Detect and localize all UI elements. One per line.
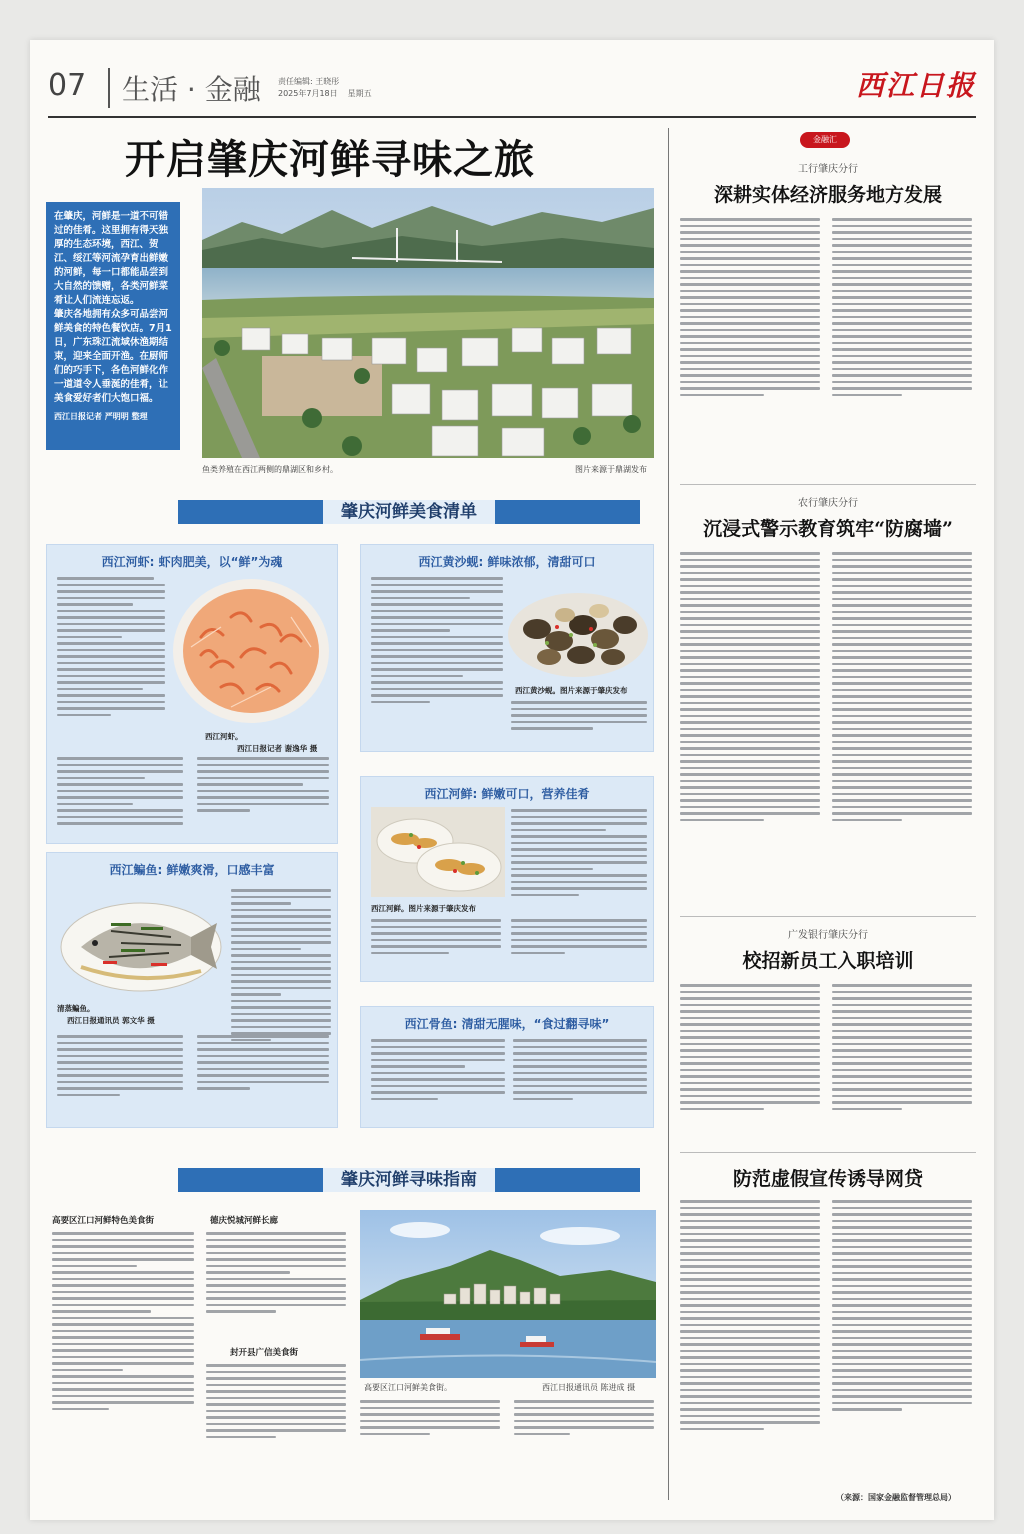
shrimp-photo xyxy=(171,577,331,725)
food-box-shrimp xyxy=(46,544,338,844)
intro-paragraph-2: 肇庆各地拥有众多可品尝河鲜美食的特色餐饮店。7月1日，广东珠江流域休渔期结束，迎来全面开渔。在厨师们的巧手下，各色河鲜化作一道道令人垂涎的佳肴，让美食爱好者们大饱口福。 xyxy=(54,309,172,404)
food-box-clam xyxy=(360,544,654,752)
article4-source: （来源：国家金融监督管理总局） xyxy=(836,1493,956,1502)
weekday: 星期五 xyxy=(347,89,372,98)
food-box-bonefish xyxy=(360,1006,654,1128)
food-title-shrimp: 西江河虾: 虾肉肥美，以“鲜”为魂 xyxy=(101,555,283,569)
shrimp-credit: 西江日报记者 谢逸华 摄 xyxy=(237,744,318,753)
separator xyxy=(680,484,976,485)
food-title-clam: 西江黄沙蚬: 鲜味浓郁，清甜可口 xyxy=(418,555,596,569)
intro-box xyxy=(46,202,180,450)
separator xyxy=(680,916,976,917)
river-fish-caption: 西江河鲜。图片来源于肇庆发布 xyxy=(371,904,476,913)
article1-head: 深耕实体经济服务地方发展 xyxy=(713,184,942,206)
bream-credit: 西江日报通讯员 郭文华 摄 xyxy=(67,1016,155,1025)
food-list-title: 肇庆河鲜美食清单 xyxy=(323,500,495,524)
masthead-logo: 西江日报 xyxy=(855,69,976,102)
clam-photo xyxy=(507,579,649,679)
food-title-bonefish: 西江骨鱼: 清甜无腥味，“食过翻寻味” xyxy=(404,1017,610,1031)
guide-photo-caption: 高要区江口河鲜美食街。 xyxy=(364,1383,452,1392)
clam-caption: 西江黄沙蚬。图片来源于肇庆发布 xyxy=(515,686,628,695)
intro-paragraph-1: 在肇庆，河鲜是一道不可错过的佳肴。这里拥有得天独厚的生态环境，西江、贺江、绥江等河流孕育出鲜嫩的河鲜，每一口都能品尝到大自然的馈赠，各类河鲜菜肴让人们流连忘返。 xyxy=(54,211,169,306)
guide-col2-head2: 封开县广信美食街 xyxy=(230,1348,299,1358)
guide-photo-credit: 西江日报通讯员 陈进成 摄 xyxy=(542,1383,636,1392)
finance-column-logo: 金融汇 xyxy=(800,132,850,148)
river-fish-photo xyxy=(371,807,505,897)
article4-head: 防范虚假宣传诱导网贷 xyxy=(732,1168,923,1190)
date-line: 2025年7月18日 xyxy=(278,89,338,98)
hero-caption: 鱼类养殖在西江两侧的鼎湖区和乡村。 xyxy=(202,465,338,474)
bream-caption: 清蒸鳊鱼。 xyxy=(57,1004,95,1013)
food-title-bream: 西江鳊鱼: 鲜嫩爽滑，口感丰富 xyxy=(109,863,275,877)
article2-head: 沉浸式警示教育筑牢“防腐墙” xyxy=(703,518,953,540)
food-box-bream xyxy=(46,852,338,1128)
intro-byline: 西江日报记者 严明明 整理 xyxy=(54,412,148,421)
guide-col2-head: 德庆悦城河鲜长廊 xyxy=(210,1216,279,1226)
page-number: 07 xyxy=(48,68,87,103)
separator xyxy=(680,1152,976,1153)
page-meta xyxy=(278,76,382,100)
food-list-bar xyxy=(178,500,640,524)
bream-photo xyxy=(51,887,223,997)
food-box-river-fish xyxy=(360,776,654,982)
guide-bar xyxy=(178,1168,640,1192)
guide-photo xyxy=(360,1210,656,1378)
guide-col1-head: 高要区江口河鲜特色美食街 xyxy=(52,1216,155,1226)
hero-photo xyxy=(202,188,654,458)
food-title-river-fish: 西江河鲜: 鲜嫩可口，营养佳肴 xyxy=(424,787,590,801)
article2-sub: 农行肇庆分行 xyxy=(798,498,858,509)
column-divider xyxy=(668,128,669,1500)
hero-credit: 图片来源于鼎湖发布 xyxy=(575,465,647,474)
newspaper-page xyxy=(30,40,994,1520)
editor-line: 责任编辑: 王晓彤 xyxy=(278,77,340,86)
article3-head: 校招新员工入职培训 xyxy=(742,950,914,972)
article1-sub: 工行肇庆分行 xyxy=(798,164,858,175)
shrimp-caption: 西江河虾。 xyxy=(205,732,243,741)
feature-title: 开启肇庆河鲜寻味之旅 xyxy=(125,136,535,183)
guide-title: 肇庆河鲜寻味指南 xyxy=(323,1168,495,1192)
section-name: 生活 · 金融 xyxy=(108,68,261,108)
article3-sub: 广发银行肇庆分行 xyxy=(788,930,868,941)
page-header xyxy=(48,58,976,118)
